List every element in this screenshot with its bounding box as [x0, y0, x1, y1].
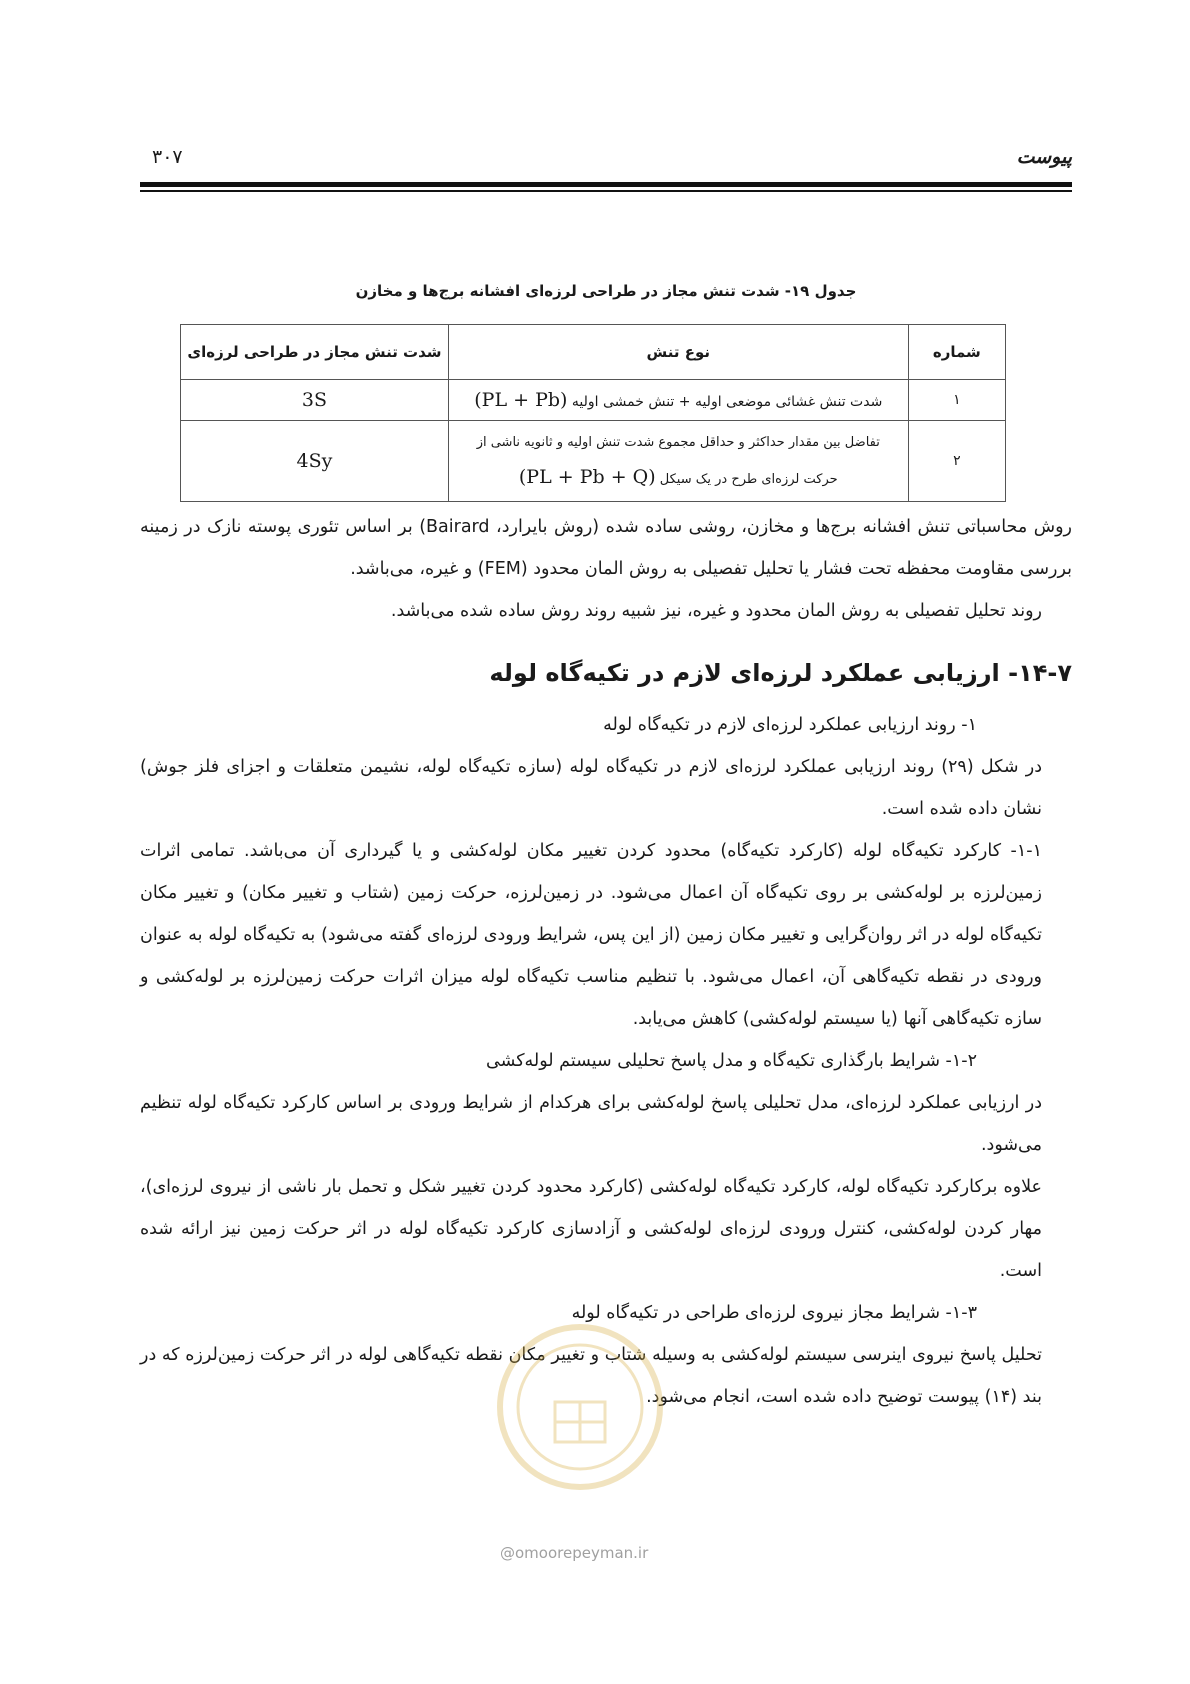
table-header-row	[181, 325, 1006, 380]
stress-formula: (PL + Pb)	[474, 389, 568, 411]
header-rule-thick	[140, 182, 1072, 187]
paragraph: علاوه برکارکرد تکیه‌گاه لوله، کارکرد تکیه‌گاه لوله‌کشی (کارکرد محدود کردن تغییر شکل و تحمل بار ناشی از نیروی لرزه‌ای)، مهار کردن لوله‌کشی، کنترل ورودی لرزه‌ای لوله‌کشی و آزادسازی کارکرد تکیه‌گاه لوله در اثر حرکت زمین نیز ارائه شده است.	[140, 1177, 1042, 1281]
row-allowable: 4Sy	[181, 421, 449, 502]
watermark-site: @omoorepeyman.ir	[500, 1544, 649, 1562]
subsection-title: ۱-۲- شرایط بارگذاری تکیه‌گاه و مدل پاسخ تحلیلی سیستم لوله‌کشی	[486, 1051, 977, 1071]
paragraph: در ارزیابی عملکرد لرزه‌ای، مدل تحلیلی پاسخ لوله‌کشی برای هرکدام از شرایط ورودی بر اساس کارکرد تکیه‌گاه لوله تنظیم می‌شود.	[140, 1093, 1042, 1155]
watermark-logo	[495, 1322, 665, 1492]
paragraph: تحلیل پاسخ نیروی اینرسی سیستم لوله‌کشی به وسیله شتاب و تغییر مکان نقطه تکیه‌گاهی لوله در اثر حرکت زمین‌لرزه که در بند (۱۴) پیوست توضیح داده شده است، انجام می‌شود.	[140, 1345, 1042, 1407]
stress-description-line1: تفاضل بین مقدار حداکثر و حداقل مجموع شدت تنش اولیه و ثانویه ناشی از	[476, 434, 880, 450]
stress-description: شدت تنش غشائی موضعی اولیه + تنش خمشی اولیه	[571, 394, 883, 410]
header-rule-thin	[140, 190, 1072, 192]
paragraph: ۱-۱- کارکرد تکیه‌گاه لوله (کارکرد تکیه‌گاه) محدود کردن تغییر مکان لوله‌کشی و یا گیرداری آن می‌باشد. تمامی اثرات زمین‌لرزه بر لوله‌کشی بر روی تکیه‌گاه آن اعمال می‌شود. در زمین‌لرزه، حرکت زمین (شتاب و تغییر مکان) و تغییر مکان تکیه‌گاه لوله در اثر روان‌گرایی و تغییر مکان زمین (از این پس، شرایط ورودی لرزه‌ای گفته می‌شود) به تکیه‌گاه لوله به عنوان ورودی در نقطه تکیه‌گاهی آن، اعمال می‌شود. با تنظیم مناسب تکیه‌گاه لوله میزان اثرات حرکت زمین‌لرزه بر لوله‌کشی و سازه تکیه‌گاهی آنها (یا سیستم لوله‌کشی) کاهش می‌یابد.	[140, 841, 1042, 1029]
table-caption: جدول ۱۹- شدت تنش مجاز در طراحی لرزه‌ای افشانه برج‌ها و مخازن	[355, 282, 857, 300]
table-row	[181, 380, 1006, 421]
stress-table	[180, 324, 1006, 502]
header-stress-type: نوع تنش	[448, 325, 908, 380]
row-stress-type	[448, 380, 908, 421]
stress-formula: (PL + Pb + Q)	[518, 465, 656, 488]
paragraph: روند تحلیل تفصیلی به روش المان محدود و غیره، نیز شبیه روند روش ساده شده می‌باشد.	[390, 601, 1042, 621]
subsection-title: ۱-۳- شرایط مجاز نیروی لرزه‌ای طراحی در تکیه‌گاه لوله	[571, 1303, 977, 1323]
row-number: ۲	[908, 421, 1005, 502]
paragraph: در شکل (۲۹) روند ارزیابی عملکرد لرزه‌ای لازم در تکیه‌گاه لوله (سازه تکیه‌گاه لوله، نشیمن متعلقات و اجزای فلز جوش) نشان داده شده است.	[140, 757, 1043, 819]
section-title: پیوست	[1016, 146, 1072, 168]
table-row	[181, 421, 1006, 502]
subsection-title: ۱- روند ارزیابی عملکرد لرزه‌ای لازم در تکیه‌گاه لوله	[603, 715, 977, 735]
stress-description-line2-text: حرکت لرزه‌ای طرح در یک سیکل	[659, 471, 838, 487]
header-number: شماره	[908, 325, 1005, 380]
row-stress-type	[448, 421, 908, 502]
stress-description-line2	[450, 460, 907, 497]
header-allowable: شدت تنش مجاز در طراحی لرزه‌ای	[181, 325, 449, 380]
paragraph: روش محاسباتی تنش افشانه برج‌ها و مخازن، روشی ساده شده (روش بایرارد، Bairard) بر اساس تئوری پوسته نازک در زمینه بررسی مقاومت محفظه تحت فشار یا تحلیل تفصیلی به روش المان محدود (FEM) و غیره، می‌باشد.	[140, 517, 1072, 579]
section-heading: ۱۴-۷- ارزیابی عملکرد لرزه‌ای لازم در تکیه‌گاه لوله	[489, 659, 1072, 687]
row-number: ۱	[908, 380, 1005, 421]
page-number: ۳۰۷	[152, 146, 183, 168]
row-allowable: 3S	[181, 380, 449, 421]
body-text	[140, 506, 1072, 1418]
